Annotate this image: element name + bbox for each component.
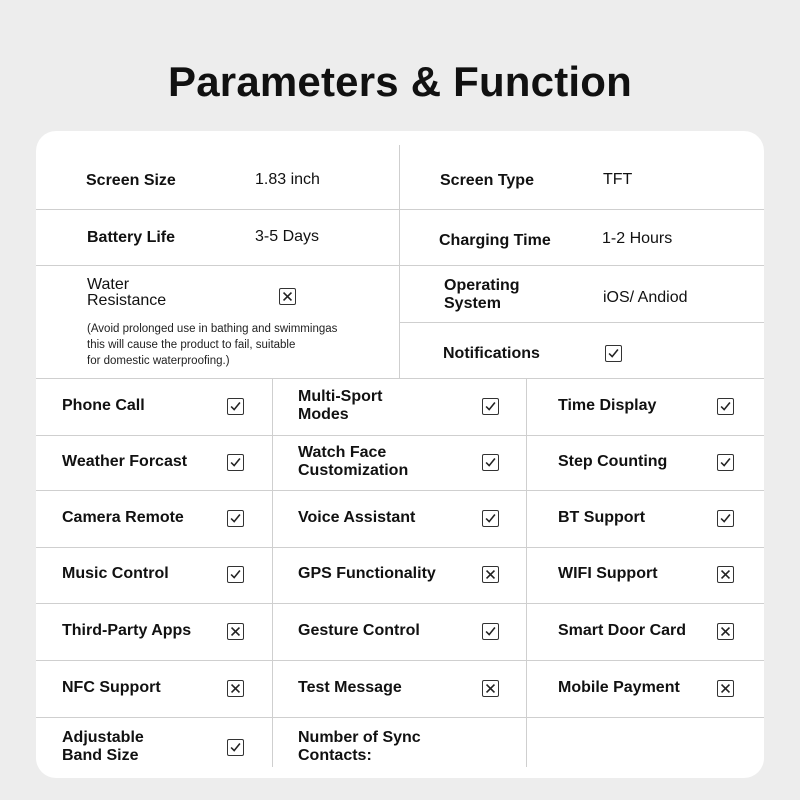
row-divider [36, 660, 764, 661]
feature-label-weather-forcast: Weather Forcast [62, 452, 188, 470]
row-divider [36, 435, 764, 436]
cross-icon [717, 680, 734, 697]
check-icon [717, 398, 734, 415]
check-icon [227, 739, 244, 756]
row-divider [36, 547, 764, 548]
feature-label-watch-face: Watch Face [298, 443, 387, 461]
check-icon [227, 510, 244, 527]
feature-label-test-message: Test Message [298, 678, 402, 696]
feature-label-phone-call: Phone Call [62, 396, 145, 414]
row-divider [36, 209, 764, 210]
feature-label-camera-remote: Camera Remote [62, 508, 184, 526]
screen-size-label: Screen Size [86, 172, 176, 189]
feature-label-gps-functionality: GPS Functionality [298, 565, 436, 582]
screen-type-label: Screen Type [440, 172, 534, 189]
cross-icon [227, 680, 244, 697]
feature-label-watch-face-line2: Customization [298, 461, 409, 479]
charging-time-value: 1-2 Hours [602, 230, 673, 247]
operating-system-value: iOS/ Andiod [603, 289, 688, 306]
water-resistance-cross-icon [279, 288, 296, 305]
check-icon [227, 454, 244, 471]
check-icon [482, 454, 499, 471]
check-icon [717, 454, 734, 471]
battery-life-label: Battery Life [87, 229, 176, 246]
row-divider [36, 603, 764, 604]
notifications-check-icon [605, 345, 622, 362]
screen-size-value: 1.83 inch [255, 171, 320, 188]
col-divider [272, 378, 273, 767]
water-resistance-note-3: for domestic waterproofing.) [87, 355, 230, 367]
feature-label-number-of-sync-line2: Contacts: [298, 746, 372, 764]
feature-label-adjustable: Adjustable [62, 728, 144, 746]
top-divider-vertical [399, 145, 400, 378]
operating-system-label-1: Operating [444, 277, 520, 294]
check-icon [482, 398, 499, 415]
cross-icon [482, 566, 499, 583]
page-title: Parameters & Function [168, 58, 632, 105]
feature-label-mobile-payment: Mobile Payment [558, 678, 680, 696]
check-icon [227, 398, 244, 415]
feature-label-number-of-sync: Number of Sync [298, 728, 421, 746]
cross-icon [482, 680, 499, 697]
feature-label-third-party-apps: Third-Party Apps [62, 621, 192, 639]
check-icon [482, 623, 499, 640]
row-divider [36, 490, 764, 491]
check-icon [227, 566, 244, 583]
water-resistance-label-2: Resistance [87, 292, 167, 309]
feature-label-adjustable-line2: Band Size [62, 746, 139, 764]
row-divider [36, 265, 764, 266]
feature-label-music-control: Music Control [62, 565, 169, 582]
col-divider [526, 378, 527, 767]
operating-system-label-2: System [444, 295, 501, 312]
water-resistance-note-1: (Avoid prolonged use in bathing and swimmingas [87, 323, 338, 335]
row-divider [36, 717, 764, 718]
feature-label-multi-sport: Multi-Sport [298, 387, 383, 405]
check-icon [482, 510, 499, 527]
cross-icon [227, 623, 244, 640]
feature-label-multi-sport-line2: Modes [298, 405, 349, 423]
feature-label-time-display: Time Display [558, 396, 657, 414]
feature-label-smart-door-card: Smart Door Card [558, 621, 687, 639]
feature-label-voice-assistant: Voice Assistant [298, 508, 416, 526]
cross-icon [717, 623, 734, 640]
row-divider [399, 322, 764, 323]
feature-label-bt-support: BT Support [558, 508, 646, 526]
feature-label-wifi-support: WIFI Support [558, 565, 658, 582]
feature-label-nfc-support: NFC Support [62, 678, 161, 696]
screen-type-value: TFT [603, 171, 633, 188]
notifications-label: Notifications [443, 345, 540, 362]
cross-icon [717, 566, 734, 583]
charging-time-label: Charging Time [439, 232, 551, 249]
check-icon [717, 510, 734, 527]
water-resistance-label-1: Water [87, 276, 130, 293]
row-divider [36, 378, 764, 379]
parameters-card [36, 131, 764, 778]
battery-life-value: 3-5 Days [255, 228, 320, 245]
feature-label-step-counting: Step Counting [558, 452, 668, 470]
water-resistance-note-2: this will cause the product to fail, suitable [87, 339, 296, 351]
feature-label-gesture-control: Gesture Control [298, 621, 420, 639]
